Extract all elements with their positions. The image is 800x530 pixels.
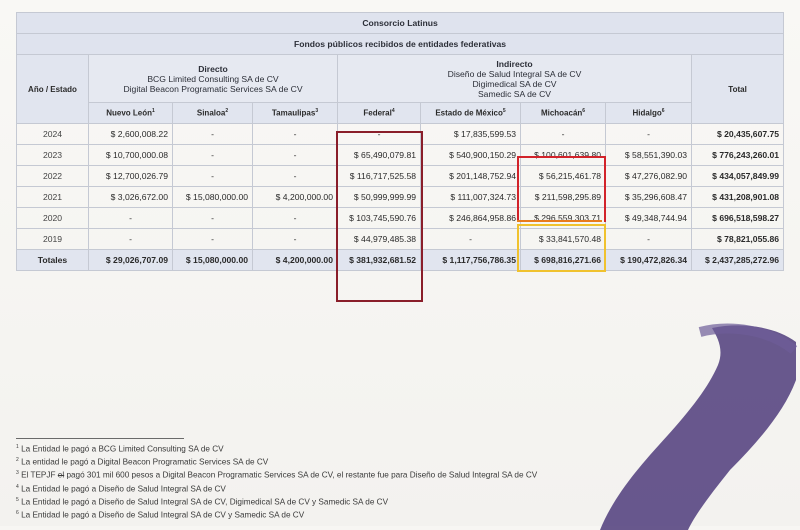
amount-cell: $ 33,841,570.48	[521, 229, 606, 250]
amount-cell: $ 211,598,295.89	[521, 187, 606, 208]
amount-cell: $ 44,979,485.38	[338, 229, 421, 250]
amount-cell: -	[253, 229, 338, 250]
table-row	[17, 208, 784, 229]
year-cell: 2023	[17, 145, 89, 166]
year-cell: 2020	[17, 208, 89, 229]
row-total-cell: $ 20,435,607.75	[692, 124, 784, 145]
indirect-title: Indirecto	[496, 58, 533, 69]
row-total-cell: $ 78,821,055.86	[692, 229, 784, 250]
amount-cell: $ 540,900,150.29	[421, 145, 521, 166]
direct-header	[89, 55, 338, 103]
table-subtitle: Fondos públicos recibidos de entidades federativas	[17, 34, 784, 55]
table-row	[17, 166, 784, 187]
footnote: $^2$ La entidad le pagó a Digital Beacon Programatic Services SA de CV	[16, 457, 269, 467]
column-total-cell: $ 15,080,000.00	[173, 250, 253, 271]
amount-cell: $ 246,864,958.86	[421, 208, 521, 229]
footnote: $^3$ El TEPJF el pagó 301 mil 600 pesos a Digital Beacon Programatic Services SA de CV, el restante fue para Diseño de Salud Integral SA de CV	[16, 470, 538, 481]
column-total-cell: $ 190,472,826.34	[606, 250, 692, 271]
amount-cell: -	[606, 124, 692, 145]
column-total-cell: $ 29,026,707.09	[89, 250, 173, 271]
column-header: Estado de México$^5$	[421, 103, 521, 124]
amount-cell: $ 15,080,000.00	[173, 187, 253, 208]
year-cell: 2019	[17, 229, 89, 250]
year-cell: 2022	[17, 166, 89, 187]
amount-cell: $ 12,700,026.79	[89, 166, 173, 187]
amount-cell: $ 17,835,599.53	[421, 124, 521, 145]
total-header: Total	[692, 55, 784, 124]
amount-cell: $ 35,296,608.47	[606, 187, 692, 208]
footnote-divider	[16, 438, 184, 439]
amount-cell: -	[173, 145, 253, 166]
amount-cell: -	[89, 208, 173, 229]
footnote: $^4$ La Entidad le pagó a Diseño de Salud Integral SA de CV	[16, 483, 226, 494]
amount-cell: $ 65,490,079.81	[338, 145, 421, 166]
amount-cell: $ 56,215,461.78	[521, 166, 606, 187]
amount-cell: -	[173, 208, 253, 229]
amount-cell: -	[606, 229, 692, 250]
funds-table	[16, 12, 784, 271]
amount-cell: $ 100,601,639.80	[521, 145, 606, 166]
indirect-company-3: Samedic SA de CV	[477, 88, 552, 99]
row-total-cell: $ 431,208,901.08	[692, 187, 784, 208]
amount-cell: $ 111,007,324.73	[421, 187, 521, 208]
amount-cell: $ 50,999,999.99	[338, 187, 421, 208]
direct-company-2: Digital Beacon Programatic Services SA de CV	[123, 83, 303, 94]
totals-label: Totales	[17, 250, 89, 271]
amount-cell: $ 3,026,672.00	[89, 187, 173, 208]
direct-title: Directo	[198, 63, 228, 74]
footnotes	[16, 442, 776, 521]
column-total-cell: $ 4,200,000.00	[253, 250, 338, 271]
amount-cell: -	[253, 208, 338, 229]
amount-cell: $ 10,700,000.08	[89, 145, 173, 166]
amount-cell: $ 201,148,752.94	[421, 166, 521, 187]
amount-cell: $ 103,745,590.76	[338, 208, 421, 229]
amount-cell: -	[421, 229, 521, 250]
footnote: $^5$ La Entidad le pagó a Diseño de Salud Integral SA de CV, Digimedical SA de CV y Samedic SA de CV	[16, 496, 389, 507]
column-total-cell: $ 698,816,271.66	[521, 250, 606, 271]
amount-cell: $ 116,717,525.58	[338, 166, 421, 187]
row-total-cell: $ 696,518,598.27	[692, 208, 784, 229]
amount-cell: -	[253, 166, 338, 187]
amount-cell: -	[253, 145, 338, 166]
table-row	[17, 145, 784, 166]
amount-cell: $ 49,348,744.94	[606, 208, 692, 229]
column-total-cell: $ 1,117,756,786.35	[421, 250, 521, 271]
footnote: $^6$ La Entidad le pagó a Diseño de Salud Integral SA de CV y Samedic SA de CV	[16, 510, 305, 520]
column-header: Sinaloa$^2$	[173, 103, 253, 124]
row-total-cell: $ 776,243,260.01	[692, 145, 784, 166]
table-row	[17, 124, 784, 145]
amount-cell: $ 58,551,390.03	[606, 145, 692, 166]
amount-cell: $ 47,276,082.90	[606, 166, 692, 187]
grand-total-cell: $ 2,437,285,272.96	[692, 250, 784, 271]
totals-row	[17, 250, 784, 271]
amount-cell: -	[253, 124, 338, 145]
amount-cell: -	[89, 229, 173, 250]
amount-cell: -	[173, 124, 253, 145]
footnote: $^1$ La Entidad le pagó a BCG Limited Consulting SA de CV	[16, 444, 224, 454]
amount-cell: $ 296,559,303.71	[521, 208, 606, 229]
row-total-cell: $ 434,057,849.99	[692, 166, 784, 187]
year-cell: 2021	[17, 187, 89, 208]
direct-company-1: BCG Limited Consulting SA de CV	[147, 73, 279, 84]
column-header-row	[17, 103, 784, 124]
column-header: Federal$^4$	[338, 103, 421, 124]
amount-cell: $ 4,200,000.00	[253, 187, 338, 208]
column-header: Tamaulipas$^3$	[253, 103, 338, 124]
amount-cell: -	[173, 229, 253, 250]
amount-cell: -	[173, 166, 253, 187]
column-header: Hidalgo$^6$	[606, 103, 692, 124]
amount-cell: -	[338, 124, 421, 145]
amount-cell: $ 2,600,008.22	[89, 124, 173, 145]
table-row	[17, 187, 784, 208]
table-row	[17, 229, 784, 250]
column-header: Nuevo León$^1$	[89, 103, 173, 124]
year-state-header: Año / Estado	[17, 55, 89, 124]
table-title: Consorcio Latinus	[17, 13, 784, 34]
column-total-cell: $ 381,932,681.52	[338, 250, 421, 271]
year-cell: 2024	[17, 124, 89, 145]
indirect-company-1: Diseño de Salud Integral SA de CV	[447, 68, 582, 79]
indirect-company-2: Digimedical SA de CV	[472, 78, 557, 89]
indirect-header	[338, 55, 692, 103]
column-header: Michoacán$^6$	[521, 103, 606, 124]
amount-cell: -	[521, 124, 606, 145]
